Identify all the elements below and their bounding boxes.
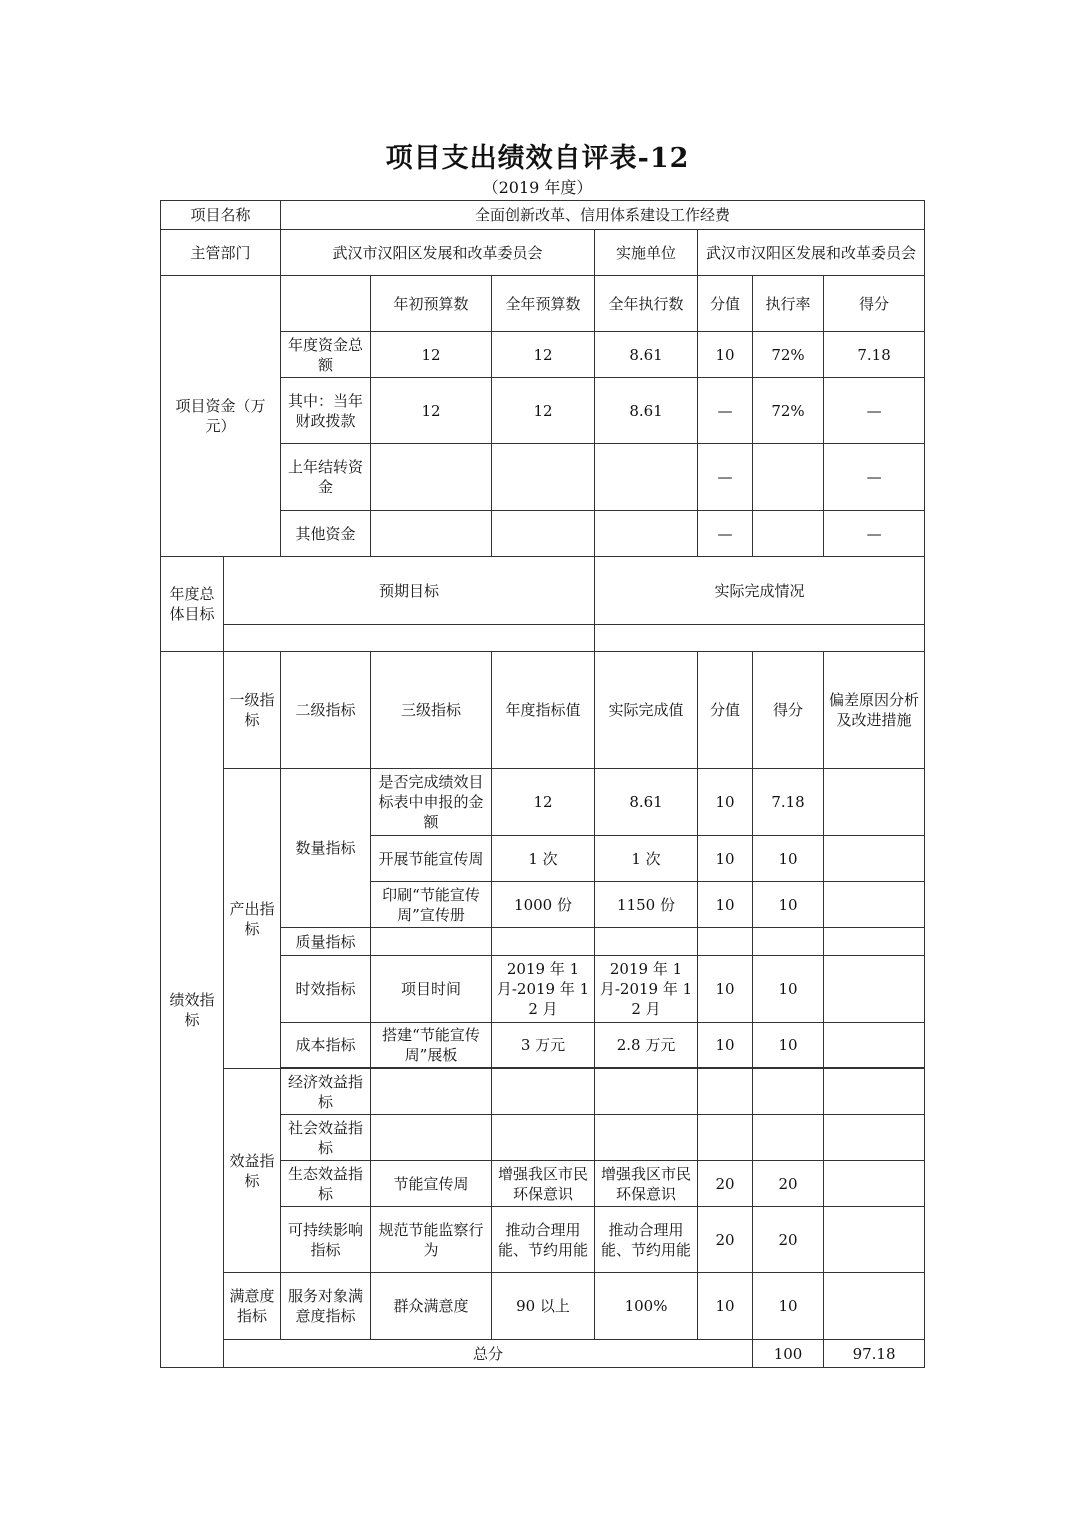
indicator-cell: 2019 年 1 月-2019 年 12 月 — [595, 956, 698, 1023]
empty-cell — [492, 928, 595, 956]
self-evaluation-table — [160, 200, 925, 1368]
indicator-cell: 10 — [753, 836, 824, 882]
indicator-cell — [824, 956, 925, 1023]
indicator-cell: 10 — [698, 1023, 753, 1068]
funds-cell: — — [824, 378, 925, 444]
satisfaction-indicator-label: 满意度指标 — [224, 1273, 281, 1340]
total-label: 总分 — [224, 1340, 753, 1368]
funds-header-row — [161, 276, 925, 332]
indicator-cell: 100% — [595, 1273, 698, 1340]
funds-cell — [753, 511, 824, 557]
indicator-cell: 规范节能监察行为 — [371, 1207, 492, 1273]
goals-label: 年度总体目标 — [161, 557, 224, 652]
indicator-header-row — [161, 652, 925, 769]
indicator-header-cell: 二级指标 — [281, 652, 371, 769]
indicator-cell: 10 — [698, 836, 753, 882]
indicator-header-cell: 一级指标 — [224, 652, 281, 769]
funds-cell: 12 — [371, 332, 492, 378]
timeliness-indicator-label: 时效指标 — [281, 956, 371, 1023]
expected-goal-value — [224, 625, 595, 652]
indicator-cell: 1 次 — [595, 836, 698, 882]
project-name-label: 项目名称 — [161, 201, 281, 230]
dept-value: 武汉市汉阳区发展和改革委员会 — [281, 230, 595, 276]
economic-indicator-label: 经济效益指标 — [281, 1069, 371, 1115]
funds-header-cell: 全年执行数 — [595, 276, 698, 332]
empty-cell — [824, 928, 925, 956]
indicator-cell — [824, 1207, 925, 1273]
funds-cell — [595, 444, 698, 511]
quantity-indicator-label: 数量指标 — [281, 769, 371, 928]
funds-cell — [753, 444, 824, 511]
project-name-value: 全面创新改革、信用体系建设工作经费 — [281, 201, 925, 230]
quality-indicator-label: 质量指标 — [281, 928, 371, 956]
social-indicator-label: 社会效益指标 — [281, 1115, 371, 1161]
empty-cell — [753, 1069, 824, 1115]
empty-cell — [753, 1115, 824, 1161]
indicator-header-cell: 偏差原因分析及改进措施 — [824, 652, 925, 769]
dept-label: 主管部门 — [161, 230, 281, 276]
indicator-cell: 10 — [753, 956, 824, 1023]
indicator-cell: 20 — [753, 1207, 824, 1273]
indicators-section-label: 绩效指标 — [161, 652, 224, 1368]
empty-cell — [698, 928, 753, 956]
cost-indicator-label: 成本指标 — [281, 1023, 371, 1068]
funds-cell: — — [824, 444, 925, 511]
ecological-indicator-label: 生态效益指标 — [281, 1161, 371, 1207]
expected-goal-label: 预期目标 — [224, 557, 595, 625]
empty-cell — [753, 928, 824, 956]
funds-cell: 12 — [371, 378, 492, 444]
funds-header-cell: 得分 — [824, 276, 925, 332]
indicator-row — [161, 769, 925, 836]
indicator-cell: 10 — [753, 1273, 824, 1340]
funds-cell: 12 — [492, 378, 595, 444]
funds-header-cell: 执行率 — [753, 276, 824, 332]
empty-cell — [371, 1069, 492, 1115]
funds-row-label: 其他资金 — [281, 511, 371, 557]
indicator-cell: 印刷“节能宣传周”宣传册 — [371, 882, 492, 928]
goals-header-row — [161, 557, 925, 625]
total-obtained: 97.18 — [824, 1340, 925, 1368]
indicator-cell: 10 — [698, 882, 753, 928]
indicator-cell: 12 — [492, 769, 595, 836]
indicator-cell: 是否完成绩效目标表中申报的金额 — [371, 769, 492, 836]
indicator-cell: 增强我区市民环保意识 — [492, 1161, 595, 1207]
indicator-cell — [824, 836, 925, 882]
indicator-header-cell: 三级指标 — [371, 652, 492, 769]
funds-cell — [371, 444, 492, 511]
indicator-cell: 2019 年 1 月-2019 年 12 月 — [492, 956, 595, 1023]
indicator-cell: 20 — [698, 1161, 753, 1207]
funds-cell — [492, 444, 595, 511]
indicator-cell: 1 次 — [492, 836, 595, 882]
funds-cell: 72% — [753, 332, 824, 378]
indicator-cell: 开展节能宣传周 — [371, 836, 492, 882]
funds-cell — [492, 511, 595, 557]
empty-cell — [595, 928, 698, 956]
unit-label: 实施单位 — [595, 230, 698, 276]
funds-section-label: 项目资金（万元） — [161, 276, 281, 557]
indicator-cell: 10 — [753, 1023, 824, 1068]
funds-row-label: 上年结转资金 — [281, 444, 371, 511]
indicator-header-cell: 年度指标值 — [492, 652, 595, 769]
actual-completion-label: 实际完成情况 — [595, 557, 925, 625]
benefit-indicator-label: 效益指标 — [224, 1069, 281, 1273]
funds-header-blank — [281, 276, 371, 332]
empty-cell — [595, 1115, 698, 1161]
indicator-cell: 群众满意度 — [371, 1273, 492, 1340]
indicator-row — [161, 1069, 925, 1115]
indicator-cell — [824, 1161, 925, 1207]
indicator-cell: 10 — [698, 769, 753, 836]
unit-value: 武汉市汉阳区发展和改革委员会 — [698, 230, 925, 276]
funds-header-cell: 分值 — [698, 276, 753, 332]
indicator-cell: 10 — [753, 882, 824, 928]
indicator-cell — [824, 882, 925, 928]
funds-cell: 12 — [492, 332, 595, 378]
funds-header-cell: 年初预算数 — [371, 276, 492, 332]
funds-cell: 8.61 — [595, 332, 698, 378]
funds-row-label: 年度资金总额 — [281, 332, 371, 378]
total-score: 100 — [753, 1340, 824, 1368]
funds-cell: — — [824, 511, 925, 557]
empty-cell — [371, 928, 492, 956]
funds-cell — [371, 511, 492, 557]
document-year: （2019 年度） — [482, 178, 593, 197]
total-row — [161, 1340, 925, 1368]
indicator-cell — [824, 769, 925, 836]
indicator-header-cell: 实际完成值 — [595, 652, 698, 769]
funds-cell: 72% — [753, 378, 824, 444]
indicator-cell — [824, 1273, 925, 1340]
project-name-row — [161, 201, 925, 230]
funds-cell: 7.18 — [824, 332, 925, 378]
indicator-cell: 推动合理用能、节约用能 — [595, 1207, 698, 1273]
indicator-header-cell: 分值 — [698, 652, 753, 769]
output-indicator-label: 产出指标 — [224, 769, 281, 1069]
indicator-cell: 20 — [753, 1161, 824, 1207]
empty-cell — [698, 1115, 753, 1161]
indicator-cell: 1150 份 — [595, 882, 698, 928]
indicator-cell: 项目时间 — [371, 956, 492, 1023]
indicator-cell: 90 以上 — [492, 1273, 595, 1340]
empty-cell — [492, 1115, 595, 1161]
indicator-cell: 10 — [698, 956, 753, 1023]
sustainable-indicator-label: 可持续影响指标 — [281, 1207, 371, 1273]
indicator-cell: 搭建“节能宣传周”展板 — [371, 1023, 492, 1068]
empty-cell — [371, 1115, 492, 1161]
indicator-cell: 8.61 — [595, 769, 698, 836]
indicator-cell: 7.18 — [753, 769, 824, 836]
indicator-cell: 1000 份 — [492, 882, 595, 928]
department-row — [161, 230, 925, 276]
funds-cell: — — [698, 511, 753, 557]
indicator-cell: 10 — [698, 1273, 753, 1340]
empty-cell — [595, 1069, 698, 1115]
indicator-cell: 节能宣传周 — [371, 1161, 492, 1207]
funds-cell — [595, 511, 698, 557]
funds-cell: 8.61 — [595, 378, 698, 444]
indicator-cell: 2.8 万元 — [595, 1023, 698, 1068]
funds-cell: — — [698, 378, 753, 444]
service-indicator-label: 服务对象满意度指标 — [281, 1273, 371, 1340]
actual-completion-value — [595, 625, 925, 652]
funds-header-cell: 全年预算数 — [492, 276, 595, 332]
indicator-cell: 3 万元 — [492, 1023, 595, 1068]
empty-cell — [824, 1115, 925, 1161]
goals-value-row — [161, 625, 925, 652]
empty-cell — [698, 1069, 753, 1115]
indicator-row — [161, 1273, 925, 1340]
document-title: 项目支出绩效自评表-12 — [385, 143, 690, 174]
indicator-cell: 20 — [698, 1207, 753, 1273]
funds-cell: 10 — [698, 332, 753, 378]
empty-cell — [492, 1069, 595, 1115]
indicator-cell: 推动合理用能、节约用能 — [492, 1207, 595, 1273]
funds-row-label: 其中：当年财政拨款 — [281, 378, 371, 444]
indicator-cell: 增强我区市民环保意识 — [595, 1161, 698, 1207]
empty-cell — [824, 1069, 925, 1115]
funds-cell: — — [698, 444, 753, 511]
indicator-header-cell: 得分 — [753, 652, 824, 769]
indicator-cell — [824, 1023, 925, 1068]
